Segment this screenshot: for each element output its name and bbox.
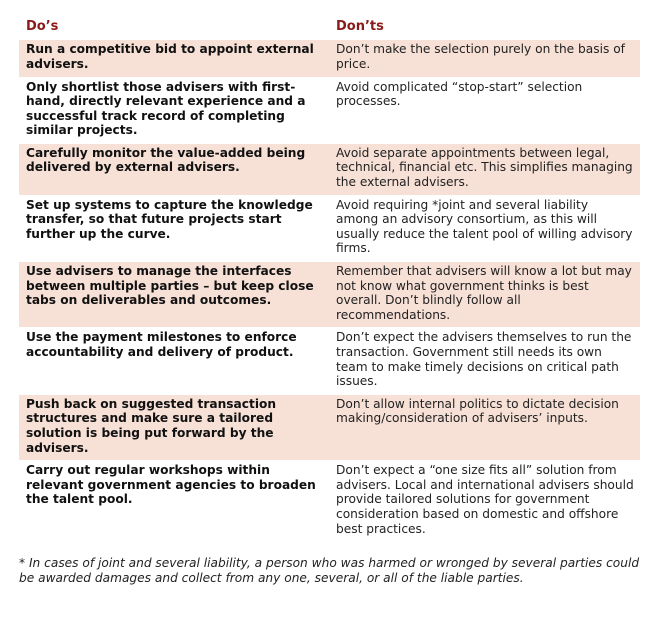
dos-column-header: Do’s <box>26 19 59 34</box>
do-cell: Only shortlist those advisers with first-hand, directly relevant experience and a successful track record of completing similar projects. <box>19 77 332 143</box>
table-row <box>19 394 640 460</box>
do-cell: Carry out regular workshops within relevant government agencies to broaden the talent pool. <box>26 463 316 507</box>
dont-cell: Remember that advisers will know a lot but may not know what government thinks is best overall. Don’t blindly follow all recommendations. <box>332 262 640 328</box>
donts-column-header: Don’ts <box>336 19 384 34</box>
do-cell: Carefully monitor the value-added being delivered by external advisers. <box>19 143 332 195</box>
do-cell: Push back on suggested transaction structures and make sure a tailored solution is being put forward by the advisers. <box>19 394 332 460</box>
table-row <box>19 328 640 394</box>
do-cell: Use advisers to manage the interfaces between multiple parties – but keep close tabs on deliverables and outcomes. <box>19 262 332 328</box>
dont-cell: Avoid separate appointments between legal, technical, financial etc. This simplifies managing the external advisers. <box>332 143 640 195</box>
dont-cell: Don’t allow internal politics to dictate decision making/consideration of advisers’ inputs. <box>332 394 640 460</box>
do-cell: Use the payment milestones to enforce accountability and delivery of product. <box>19 328 332 394</box>
table-row <box>19 77 640 143</box>
do-cell: Run a competitive bid to appoint external advisers. <box>19 40 332 77</box>
table-row <box>19 461 640 541</box>
dont-cell: Avoid complicated “stop-start” selection processes. <box>332 77 640 143</box>
dont-cell: Don’t make the selection purely on the basis of price. <box>332 40 640 77</box>
dos-donts-table <box>19 13 640 541</box>
dont-cell: Don’t expect the advisers themselves to run the transaction. Government still needs its own team to make timely decisions on critical path issues. <box>332 328 640 394</box>
footnote: * In cases of joint and several liability, a person who was harmed or wronged by several parties could be awarded damages and collect from any one, several, or all of the liable parties. <box>19 556 640 585</box>
table-header-row <box>19 13 640 40</box>
dont-cell: Don’t expect a “one size fits all” solution from advisers. Local and international advisers should provide tailored solutions for government consideration based on domestic and offshore best practices. <box>336 463 634 536</box>
do-cell: Set up systems to capture the knowledge transfer, so that future projects start further up the curve. <box>19 195 332 261</box>
table-row <box>19 262 640 328</box>
table-row <box>19 195 640 261</box>
dont-cell: Avoid requiring *joint and several liability among an advisory consortium, as this will usually reduce the talent pool of willing advisory firms. <box>332 195 640 261</box>
table-row <box>19 40 640 77</box>
table-row <box>19 143 640 195</box>
dos-donts-table-container <box>19 13 640 541</box>
